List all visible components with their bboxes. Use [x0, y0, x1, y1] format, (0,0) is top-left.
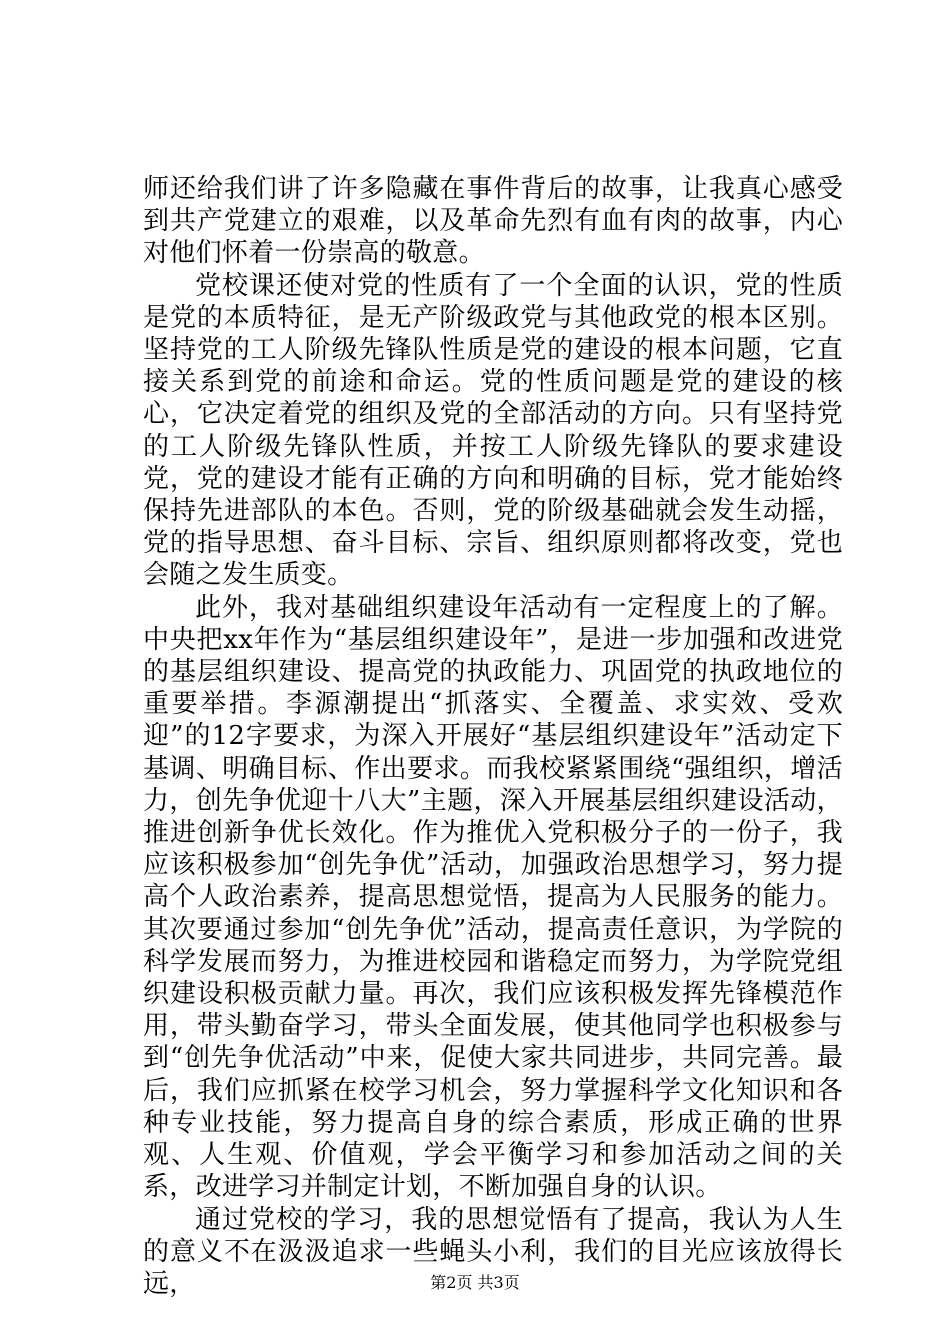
paragraph-1: 师还给我们讲了许多隐藏在事件背后的故事，让我真心感受到共产党建立的艰难，以及革命先烈有血有肉的故事，内心对他们怀着一份崇高的敬意。	[143, 174, 843, 269]
paragraph-2: 党校课还使对党的性质有了一个全面的认识，党的性质是党的本质特征，是无产阶级政党与其他政党的根本区别。坚持党的工人阶级先锋队性质是党的建设的根本问题，它直接关系到党的前途和命运。党的性质问题是党的建设的核心，它决定着党的组织及党的全部活动的方向。只有坚持党的工人阶级先锋队性质，并按工人阶级先锋队的要求建设党，党的建设才能有正确的方向和明确的目标，党才能始终保持先进部队的本色。否则，党的阶级基础就会发生动摇，党的指导思想、奋斗目标、宗旨、组织原则都将改变，党也会随之发生质变。	[143, 270, 843, 591]
body-text	[143, 173, 843, 1300]
paragraph-3: 此外，我对基础组织建设年活动有一定程度上的了解。中央把xx年作为“基层组织建设年”，是进一步加强和改进党的基层组织建设、提高党的执政能力、巩固党的执政地位的重要举措。李源潮提出“抓落实、全覆盖、求实效、受欢迎”的12字要求，为深入开展好“基层组织建设年”活动定下基调、明确目标、作出要求。而我校紧紧围绕“强组织，增活力，创先争优迎十八大”主题，深入开展基层组织建设活动，推进创新争优长效化。作为推优入党积极分子的一份子，我应该积极参加“创先争优”活动，加强政治思想学习，努力提高个人政治素养，提高思想觉悟，提高为人民服务的能力。其次要通过参加“创先争优”活动，提高责任意识，为学院的科学发展而努力，为推进校园和谐稳定而努力，为学院党组织建设积极贡献力量。再次，我们应该积极发挥先锋模范作用，带头勤奋学习，带头全面发展，使其他同学也积极参与到“创先争优活动”中来，促使大家共同进步，共同完善。最后，我们应抓紧在校学习机会，努力掌握科学文化知识和各种专业技能，努力提高自身的综合素质，形成正确的世界观、人生观、价值观，学会平衡学习和参加活动之间的关系，改进学习并制定计划，不断加强自身的认识。	[143, 592, 843, 1203]
paragraph-4: 通过党校的学习，我的思想觉悟有了提高，我认为人生的意义不在汲汲追求一些蝇头小利，我们的目光应该放得长远，	[143, 1204, 843, 1299]
page-footer: 第2页 共3页	[430, 1273, 520, 1292]
